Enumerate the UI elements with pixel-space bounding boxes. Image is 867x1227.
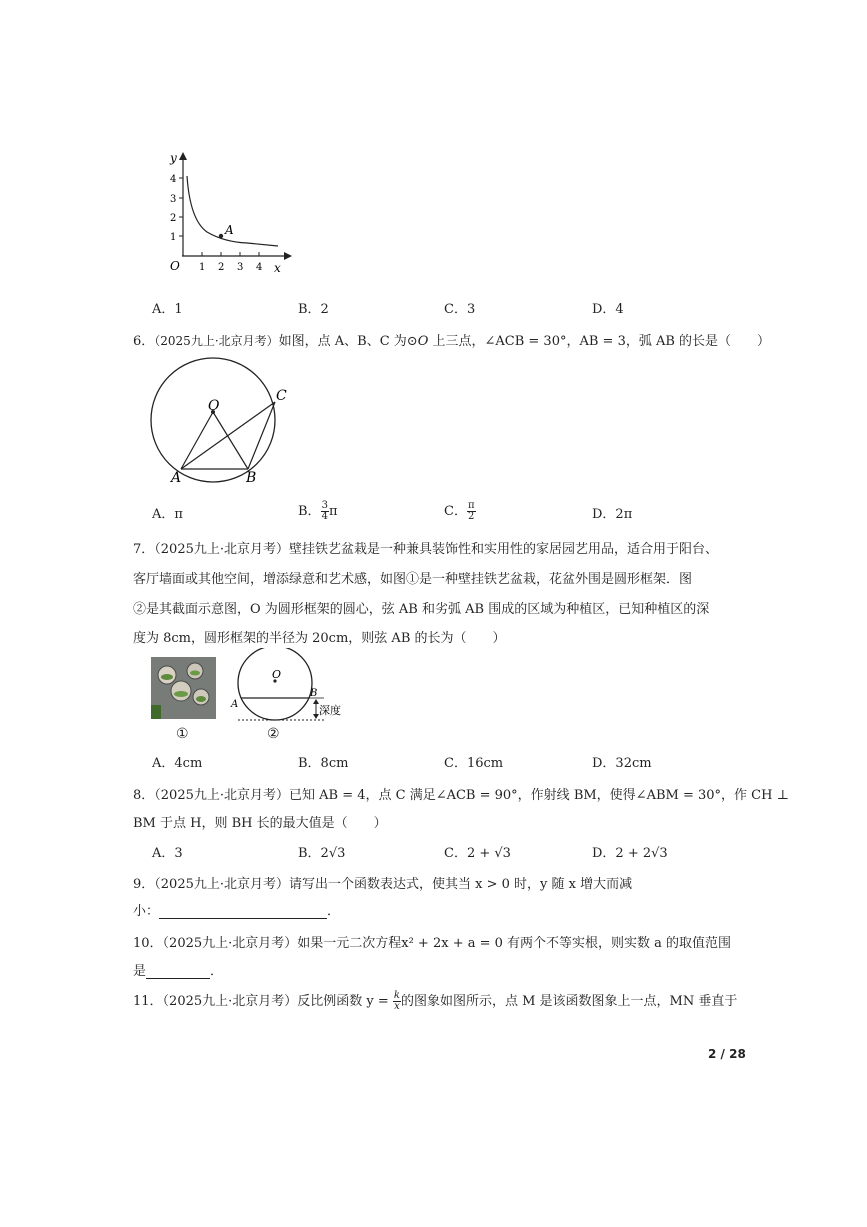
- q10-line-2: [133, 960, 223, 979]
- q6-text-before: 如图，点 A、B、C 为⊙: [278, 334, 418, 349]
- x-tick-2: 2: [218, 262, 225, 273]
- q7-fig2-depth-label: 深度: [319, 704, 341, 717]
- q6-number: 6．: [133, 334, 155, 349]
- q9-line-2-prefix: 小：: [133, 904, 160, 919]
- q7-option-d[interactable]: D．32cm: [592, 756, 652, 771]
- origin-label: O: [170, 259, 180, 273]
- q6-option-c-numerator: π: [467, 500, 475, 511]
- x-axis-label: x: [274, 261, 281, 275]
- q7-planter-drawing: [151, 657, 216, 719]
- q5-option-d[interactable]: D．4: [592, 302, 624, 317]
- q7-planter-photo: [151, 657, 216, 719]
- q6-label-a: A: [171, 470, 182, 486]
- q7-option-c[interactable]: C．16cm: [444, 756, 504, 771]
- q6-circle-figure: [145, 352, 295, 487]
- q6-stem: [133, 330, 770, 349]
- q7-fig1-caption: ①: [176, 726, 189, 742]
- q6-option-a[interactable]: A．π: [152, 507, 183, 522]
- q6-option-c-prefix: C．: [444, 504, 467, 519]
- q7-cross-section-figure: [228, 648, 352, 728]
- q10-line-2-prefix: 是: [133, 964, 147, 979]
- q6-label-b: B: [246, 470, 257, 486]
- q7-fig2-label-o: O: [272, 668, 282, 681]
- q7-option-b[interactable]: B．8cm: [298, 756, 349, 771]
- y-tick-4: 4: [170, 174, 177, 185]
- q6-circle-name: O: [417, 334, 429, 349]
- q8-option-b[interactable]: B．2√3: [298, 846, 346, 861]
- point-a-label: A: [225, 223, 234, 237]
- q8-line-1: 8．（2025九上·北京月考）已知 AB = 4，点 C 满足∠ACB = 90°，作射线 BM，使得∠ABM = 30°，作 CH ⊥: [133, 788, 789, 803]
- y-tick-1: 1: [170, 232, 177, 243]
- q7-line-3: ②是其截面示意图，O 为圆形框架的圆心，弦 AB 和劣弧 AB 围成的区域为种植区，已知种植区的深: [133, 602, 710, 617]
- q11-prefix: 11．（2025九上·北京月考）反比例函数 y =: [133, 994, 393, 1009]
- q5-option-a[interactable]: A．1: [152, 302, 183, 317]
- y-tick-3: 3: [170, 194, 177, 205]
- q11-fraction: [393, 991, 401, 1012]
- x-tick-3: 3: [237, 262, 244, 273]
- q6-options: [152, 500, 752, 526]
- q7-option-a[interactable]: A．4cm: [152, 756, 203, 771]
- q6-option-b-denominator: 4: [321, 511, 328, 522]
- q7-fig2-label-a: A: [231, 699, 239, 710]
- q7-line-2: 客厅墙面或其他空间，增添绿意和艺术感，如图①是一种壁挂铁艺盆栽，花盆外围是圆形框架．图: [133, 572, 693, 587]
- q6-option-b[interactable]: [298, 500, 337, 522]
- hyperbola-graph: [152, 148, 292, 278]
- q6-source: （2025九上·北京月考）: [154, 334, 279, 348]
- q6-label-c: C: [276, 388, 287, 404]
- q6-text-mid: 上三点，∠ACB = 30°，AB = 3，弧 AB 的长是（ ）: [428, 334, 771, 349]
- q8-option-c[interactable]: C．2 + √3: [444, 846, 511, 861]
- q5-options: [152, 298, 752, 318]
- q7-line-4: 度为 8cm，圆形框架的半径为 20cm，则弦 AB 的长为（ ）: [133, 631, 506, 646]
- q9-line-2-suffix: ．: [327, 904, 341, 919]
- q7-options: [152, 752, 752, 772]
- q6-option-d[interactable]: D．2π: [592, 507, 633, 522]
- q11-fraction-numerator: k: [393, 990, 400, 1001]
- q8-option-d[interactable]: D．2 + 2√3: [592, 846, 668, 861]
- q8-options: [152, 842, 752, 862]
- q7-fig2-label-b: B: [310, 688, 318, 699]
- q9-answer-blank[interactable]: [159, 904, 327, 919]
- x-tick-1: 1: [199, 262, 206, 273]
- q6-option-c[interactable]: [444, 500, 476, 522]
- q7-line-1: 7．（2025九上·北京月考）壁挂铁艺盆栽是一种兼具装饰性和实用性的家居园艺用品，适合用于阳台、: [133, 542, 718, 557]
- q9-line-2: [133, 900, 340, 919]
- q6-option-c-denominator: 2: [468, 511, 475, 522]
- q11-line-1: [133, 990, 737, 1012]
- q5-option-b[interactable]: B．2: [298, 302, 329, 317]
- q6-option-b-numerator: 3: [321, 500, 328, 511]
- y-axis-label: y: [170, 151, 177, 165]
- q11-fraction-denominator: x: [394, 1001, 400, 1012]
- q10-answer-blank[interactable]: [146, 964, 210, 979]
- q8-option-a[interactable]: A．3: [152, 846, 183, 861]
- q10-line-2-suffix: ．: [210, 964, 224, 979]
- q11-suffix: 的图象如图所示，点 M 是该函数图象上一点，MN 垂直于: [400, 994, 738, 1009]
- q6-option-b-fraction: [321, 501, 329, 522]
- y-tick-2: 2: [170, 213, 177, 224]
- q5-option-c[interactable]: C．3: [444, 302, 476, 317]
- q8-line-2: BM 于点 H，则 BH 长的最大值是（ ）: [133, 816, 387, 831]
- q9-line-1: 9．（2025九上·北京月考）请写出一个函数表达式，使其当 x > 0 时，y 随 x 增大而减: [133, 877, 633, 892]
- page-number: 2 / 28: [708, 1047, 746, 1061]
- q6-option-b-suffix: π: [328, 504, 338, 519]
- q6-option-b-prefix: B．: [298, 504, 321, 519]
- q7-fig2-caption: ②: [267, 726, 280, 742]
- x-tick-4: 4: [256, 262, 263, 273]
- q6-option-c-fraction: [467, 501, 476, 522]
- q10-line-1: 10．（2025九上·北京月考）如果一元二次方程x² + 2x + a = 0 有两个不等实根，则实数 a 的取值范围: [133, 936, 732, 951]
- q6-label-o: O: [208, 398, 220, 414]
